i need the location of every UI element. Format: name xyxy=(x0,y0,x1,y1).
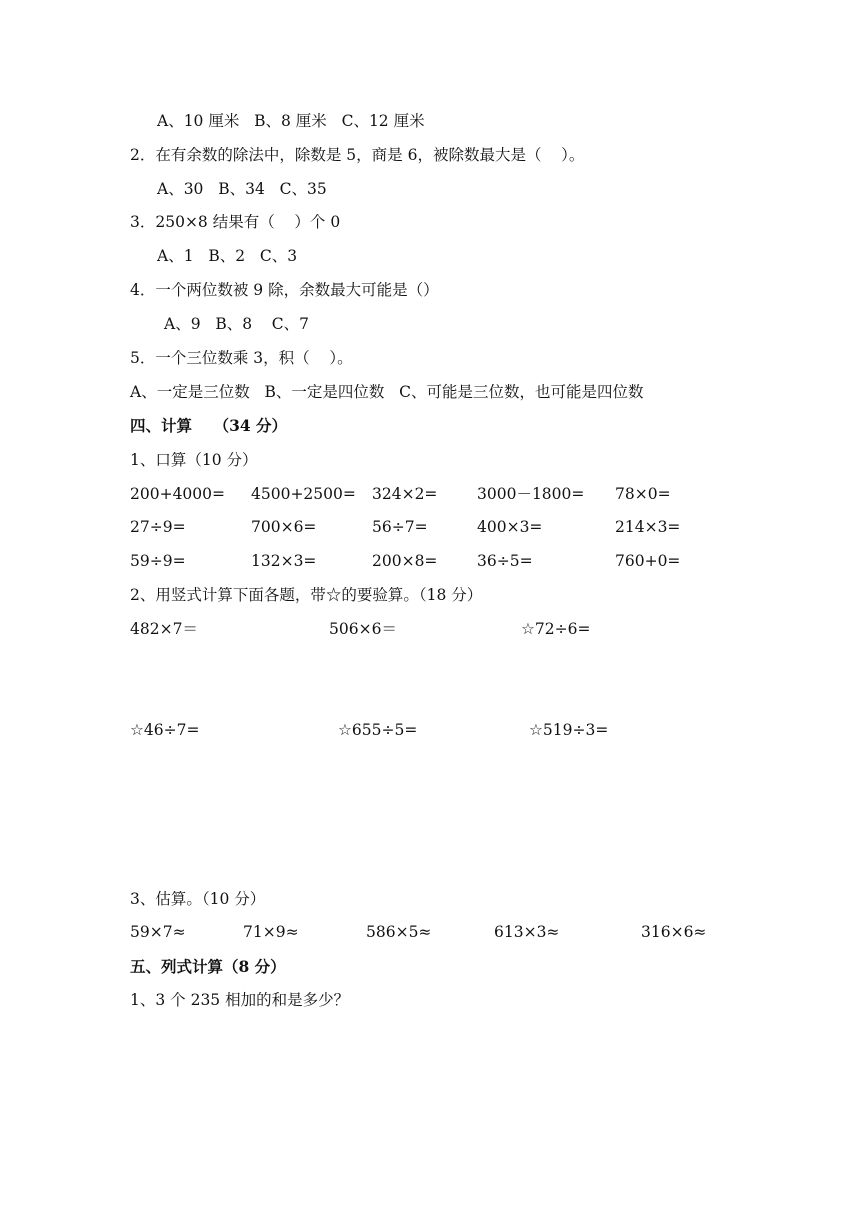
vertical-item: 506×6＝ xyxy=(329,620,397,638)
q3-options: A、1 B、2 C、3 xyxy=(157,247,298,265)
q2-options: A、30 B、34 C、35 xyxy=(157,180,327,198)
q5-options: A、一定是三位数 B、一定是四位数 C、可能是三位数，也可能是四位数 xyxy=(130,383,644,401)
oral-item: 200+4000= xyxy=(130,485,226,503)
estimate-item: 586×5≈ xyxy=(366,923,432,941)
sec5-q1-text: 1、3 个 235 相加的和是多少？ xyxy=(130,991,350,1009)
q4-options: A、9 B、8 C、7 xyxy=(164,315,310,333)
estimate-item: 613×3≈ xyxy=(494,923,560,941)
vertical-item: ☆46÷7= xyxy=(130,721,200,739)
oral-item: 59÷9= xyxy=(130,552,186,570)
q2-text: 2．在有余数的除法中，除数是 5，商是 6，被除数最大是（ ）。 xyxy=(130,146,585,164)
estimate-item: 316×6≈ xyxy=(641,923,707,941)
section-5-title: 五、列式计算（8 分） xyxy=(130,957,286,976)
oral-item: 4500+2500= xyxy=(251,485,356,503)
oral-item: 400×3= xyxy=(477,518,543,536)
oral-item: 324×2= xyxy=(372,485,438,503)
oral-item: 214×3= xyxy=(615,518,681,536)
oral-item: 132×3= xyxy=(251,552,317,570)
oral-item: 200×8= xyxy=(372,552,438,570)
vertical-item: ☆72÷6= xyxy=(521,620,591,638)
oral-calc-title: 1、口算（10 分） xyxy=(130,451,258,469)
vertical-item: 482×7＝ xyxy=(130,620,198,638)
estimate-title: 3、估算。（10 分） xyxy=(130,890,266,908)
q3-text: 3．250×8 结果有（ ）个 0 xyxy=(130,213,341,231)
oral-item: 78×0= xyxy=(615,485,671,503)
section-4-title: 四、计算 （34 分） xyxy=(130,416,288,435)
estimate-item: 59×7≈ xyxy=(130,923,186,941)
vertical-calc-title: 2、用竖式计算下面各题，带☆的要验算。（18 分） xyxy=(130,586,483,604)
oral-item: 3000－1800= xyxy=(477,485,585,503)
q5-text: 5．一个三位数乘 3，积（ ）。 xyxy=(130,349,353,367)
oral-item: 27÷9= xyxy=(130,518,186,536)
q4-text: 4．一个两位数被 9 除，余数最大可能是（） xyxy=(130,281,439,299)
estimate-item: 71×9≈ xyxy=(243,923,299,941)
oral-item: 760+0= xyxy=(615,552,681,570)
vertical-item: ☆519÷3= xyxy=(529,721,609,739)
oral-item: 700×6= xyxy=(251,518,317,536)
q1-options: A、10 厘米 B、8 厘米 C、12 厘米 xyxy=(157,112,425,130)
vertical-item: ☆655÷5= xyxy=(338,721,418,739)
oral-item: 56÷7= xyxy=(372,518,428,536)
oral-item: 36÷5= xyxy=(477,552,533,570)
